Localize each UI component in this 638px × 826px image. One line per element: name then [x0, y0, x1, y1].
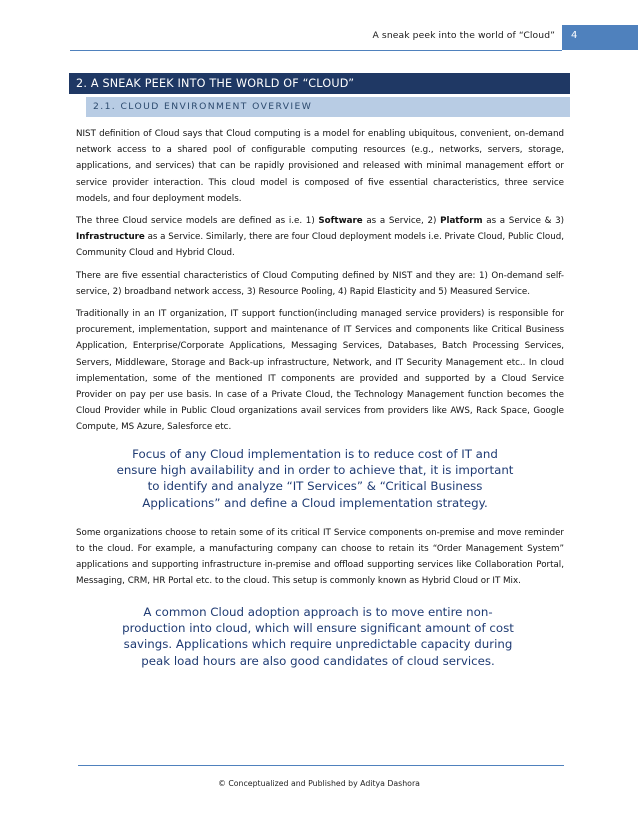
bold-software: Software: [318, 216, 363, 227]
text-run: as a Service. Similarly, there are four Cloud deployment models i.e. Private Cloud, Public Cloud, Community Cloud and Hybrid Cloud.: [76, 232, 564, 259]
paragraph-characteristics: There are five essential characteristics of Cloud Computing defined by NIST and they are: 1) On-demand self-service, 2) broadband network access, 3) Resource Pooling, 4) Rapid Elasticity and 5) Measured Service.: [76, 270, 564, 297]
text-run: as a Service, 2): [362, 216, 441, 227]
page-number: 4: [571, 30, 578, 41]
paragraph-traditional-it: Traditionally in an IT organization, IT support function(including managed service providers) is responsible for procurement, implementation, support and maintenance of IT Services and components like Critical Business Application, Enterprise/Corporate Applications, Messaging Services, Databases, Batch Processing Services, Servers, Middleware, Storage and Back-up infrastructure, Network, and IT Security Management etc.. In cloud implementation, some of the mentioned IT components are provided and supported by a Cloud Service Provider on pay per use basis. In case of a Private Cloud, the Technology Management function becomes the Cloud Provider while in Public Cloud organizations avail services from providers like AWS, Rack Space, Google Compute, MS Azure, Salesforce etc.: [76, 309, 564, 433]
callout-quote-focus: Focus of any Cloud implementation is to reduce cost of IT and ensure high availability and in order to achieve that, it is important to identify and analyze “IT Services” & “Critical Business Applications” and define a Cloud implementation strategy.: [116, 446, 514, 510]
text-run: The three Cloud service models are defined as i.e. 1): [76, 216, 319, 227]
paragraph-service-models: [76, 213, 564, 262]
bold-platform: Platform: [440, 216, 483, 227]
running-header-title: A sneak peek into the world of “Cloud”: [372, 30, 555, 41]
callout-quote-adoption: A common Cloud adoption approach is to move entire non-production into cloud, which will ensure significant amount of cost savings. Applications which require unpredictable capacity during peak load hours are also good candidates of cloud services.: [122, 604, 514, 668]
body-text: [76, 126, 564, 683]
text-run: as a Service & 3): [482, 216, 564, 227]
page-number-box: [562, 25, 638, 50]
subsection-heading: 2.1. CLOUD ENVIRONMENT OVERVIEW: [86, 97, 570, 117]
section-heading: 2. A SNEAK PEEK INTO THE WORLD OF “CLOUD”: [69, 73, 570, 94]
paragraph-hybrid-cloud: Some organizations choose to retain some of its critical IT Service components on-premise and move reminder to the cloud. For example, a manufacturing company can choose to retain its “Order Management System” applications and supporting infrastructure in-premise and offload supporting services like Collaboration Portal, Messaging, CRM, HR Portal etc. to the cloud. This setup is commonly known as Hybrid Cloud or IT Mix.: [76, 527, 564, 587]
header-divider: [70, 50, 562, 51]
paragraph-nist-definition: NIST definition of Cloud says that Cloud computing is a model for enabling ubiquitous, convenient, on-demand network access to a shared pool of configurable computing resources (e.g., networks, servers, storage, applications, and services) that can be rapidly provisioned and released with minimal management effort or service provider interaction. This cloud model is composed of five essential characteristics, three service models, and four deployment models.: [76, 129, 564, 204]
footer-credit: © Conceptualized and Published by Aditya Dashora: [218, 779, 420, 788]
bold-infrastructure: Infrastructure: [76, 232, 145, 243]
footer-divider: [78, 765, 564, 766]
